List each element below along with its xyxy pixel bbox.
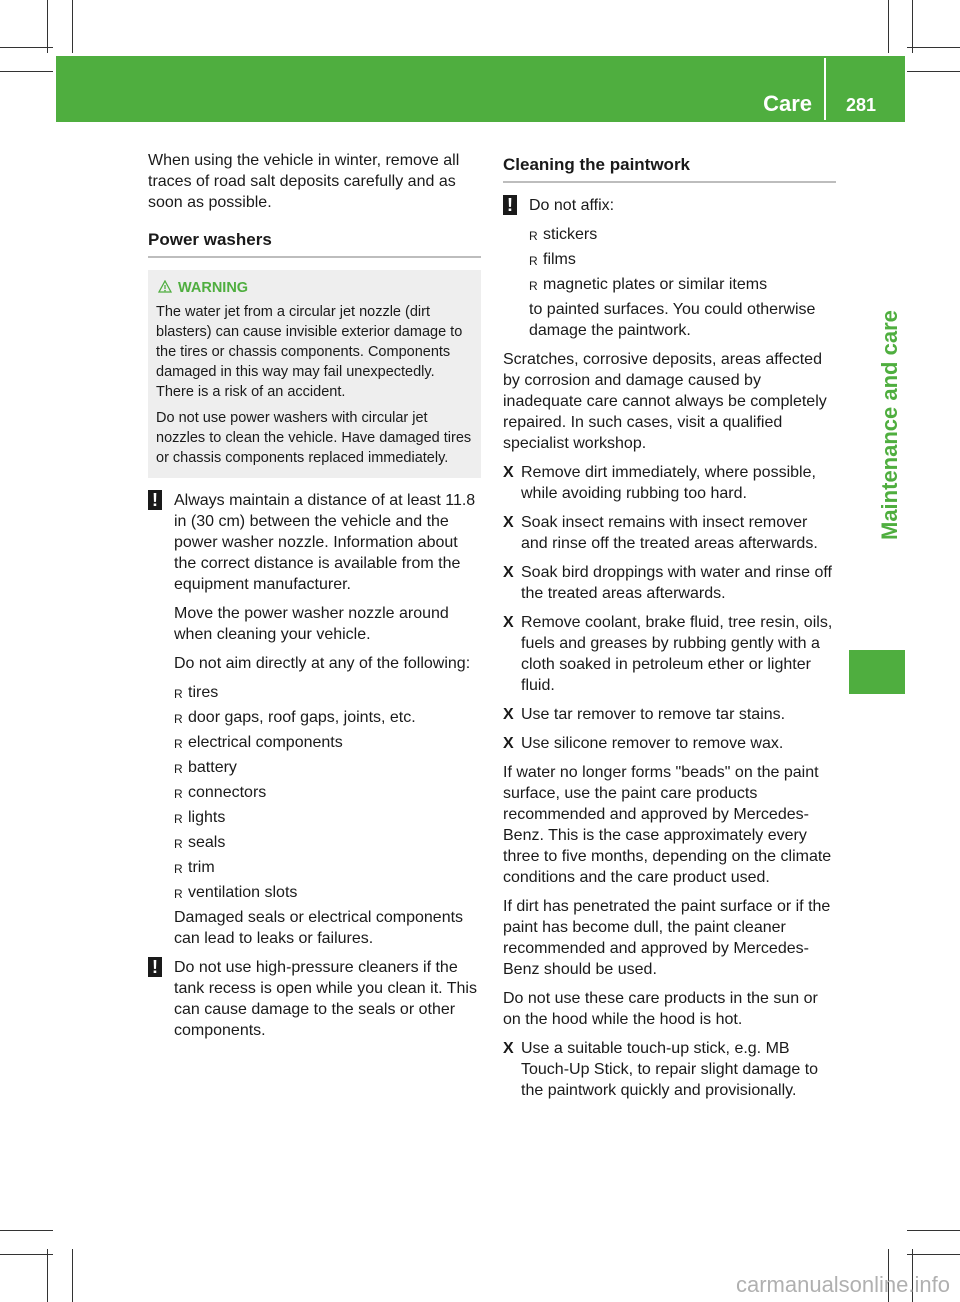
bullet-list (174, 682, 481, 903)
step-arrow-icon: X (503, 564, 514, 581)
warning-box (148, 270, 481, 478)
note-paragraph: Damaged seals or electrical components can lead to leaks or failures. (174, 909, 464, 947)
body-paragraph: Scratches, corrosive deposits, areas affected by corrosion and damage caused by inadequate care cannot always be completely repaired. In such cases, visit a qualified specialist workshop. (503, 351, 827, 452)
step-text: Soak insect remains with insect remover and rinse off the treated areas afterwards. (521, 514, 818, 552)
crop-mark (0, 1254, 53, 1255)
crop-mark (47, 0, 48, 53)
warning-paragraph: Do not use power washers with circular jet nozzles to clean the vehicle. Have damaged tires or chassis components replaced immediately. (156, 410, 472, 466)
step-arrow-icon: X (503, 1040, 514, 1057)
step-item (503, 512, 836, 554)
step-text: Remove dirt immediately, where possible, while avoiding rubbing too hard. (521, 464, 816, 502)
watermark: carmanualsonline.info (735, 1272, 950, 1297)
body-paragraph: If dirt has penetrated the paint surface or if the paint has become dull, the paint cleaner recommended and approved by Mercedes-Benz should be used. (503, 898, 831, 978)
crop-mark (0, 71, 53, 72)
step-arrow-icon: X (503, 514, 514, 531)
note-tank-recess (148, 957, 481, 1041)
step-text: Use tar remover to remove tar stains. (521, 706, 786, 723)
right-column (503, 150, 836, 1109)
list-item: R ventilation slots (174, 882, 481, 903)
side-tab-marker (849, 650, 905, 694)
list-item: R connectors (174, 782, 481, 803)
section-title: Care (763, 58, 826, 120)
warning-paragraph: The water jet from a circular jet nozzle (dirt blasters) can cause invisible exterior damage to the tires or chassis components. Components damaged in this way may fail unexpectedly. There is a risk of an accident. (156, 304, 463, 400)
step-item (503, 612, 836, 696)
step-arrow-icon: X (503, 706, 514, 723)
step-item (503, 462, 836, 504)
note-paragraph: Always maintain a distance of at least 11.8 in (30 cm) between the vehicle and the power washer nozzle. Information about the correct distance is available from the equipment manufacturer. (174, 492, 476, 593)
body-paragraph: Do not use these care products in the sun or on the hood while the hood is hot. (503, 990, 818, 1028)
exclamation-icon: ! (148, 957, 162, 977)
note-affix (503, 195, 836, 341)
step-text: Use a suitable touch-up stick, e.g. MB Touch-Up Stick, to repair slight damage to the paintwork quickly and provisionally. (521, 1040, 819, 1099)
step-item (503, 704, 836, 725)
crop-mark (888, 0, 889, 53)
crop-mark (907, 1230, 960, 1231)
list-item: R films (529, 249, 836, 270)
step-arrow-icon: X (503, 464, 514, 481)
note-paragraph: Move the power washer nozzle around when cleaning your vehicle. (174, 605, 449, 643)
note-paragraph: Do not aim directly at any of the following: (174, 655, 471, 672)
crop-mark (72, 1249, 73, 1302)
left-column (148, 150, 481, 1049)
step-arrow-icon: X (503, 735, 514, 752)
warning-triangle-icon (158, 280, 172, 293)
heading-cleaning-paintwork: Cleaning the paintwork (503, 154, 836, 183)
intro-paragraph: When using the vehicle in winter, remove all traces of road salt deposits carefully and as soon as possible. (148, 152, 460, 211)
body-paragraph: If water no longer forms "beads" on the paint surface, use the paint care products recommended and approved by Mercedes-Benz. This is the case approximately every three to five months, depending on the climate conditions and the care product used. (503, 764, 832, 886)
crop-mark (907, 47, 960, 48)
step-text: Remove coolant, brake fluid, tree resin, oils, fuels and greases by rubbing gently with a cloth soaked in petroleum ether or lighter fluid. (521, 614, 833, 694)
page-number: 281 (846, 95, 877, 115)
step-text: Soak bird droppings with water and rinse off the treated areas afterwards. (521, 564, 832, 602)
step-item (503, 562, 836, 604)
note-paragraph: Do not use high-pressure cleaners if the tank recess is open while you clean it. This can cause damage to the seals or other components. (174, 959, 477, 1039)
crop-mark (912, 0, 913, 53)
note-paragraph: Do not affix: (529, 197, 615, 214)
list-item: R magnetic plates or similar items (529, 274, 836, 295)
list-item: R tires (174, 682, 481, 703)
side-tab-label: Maintenance and care (877, 310, 902, 540)
crop-mark (0, 1230, 53, 1231)
list-item: R lights (174, 807, 481, 828)
list-item: R electrical components (174, 732, 481, 753)
warning-title-text: WARNING (178, 280, 249, 296)
step-arrow-icon: X (503, 614, 514, 631)
crop-mark (907, 71, 960, 72)
exclamation-icon: ! (148, 490, 162, 510)
crop-mark (72, 0, 73, 53)
step-item (503, 733, 836, 754)
crop-mark (907, 1254, 960, 1255)
list-item: R seals (174, 832, 481, 853)
note-distance (148, 490, 481, 949)
crop-mark (0, 47, 53, 48)
crop-mark (47, 1249, 48, 1302)
step-item (503, 1038, 836, 1101)
note-paragraph: to painted surfaces. You could otherwise damage the paintwork. (529, 301, 816, 339)
list-item: R stickers (529, 224, 836, 245)
bullet-list (529, 224, 836, 295)
list-item: R battery (174, 757, 481, 778)
heading-power-washers: Power washers (148, 229, 481, 258)
step-text: Use silicone remover to remove wax. (521, 735, 784, 752)
warning-title (156, 278, 473, 298)
list-item: R door gaps, roof gaps, joints, etc. (174, 707, 481, 728)
exclamation-icon: ! (503, 195, 517, 215)
list-item: R trim (174, 857, 481, 878)
